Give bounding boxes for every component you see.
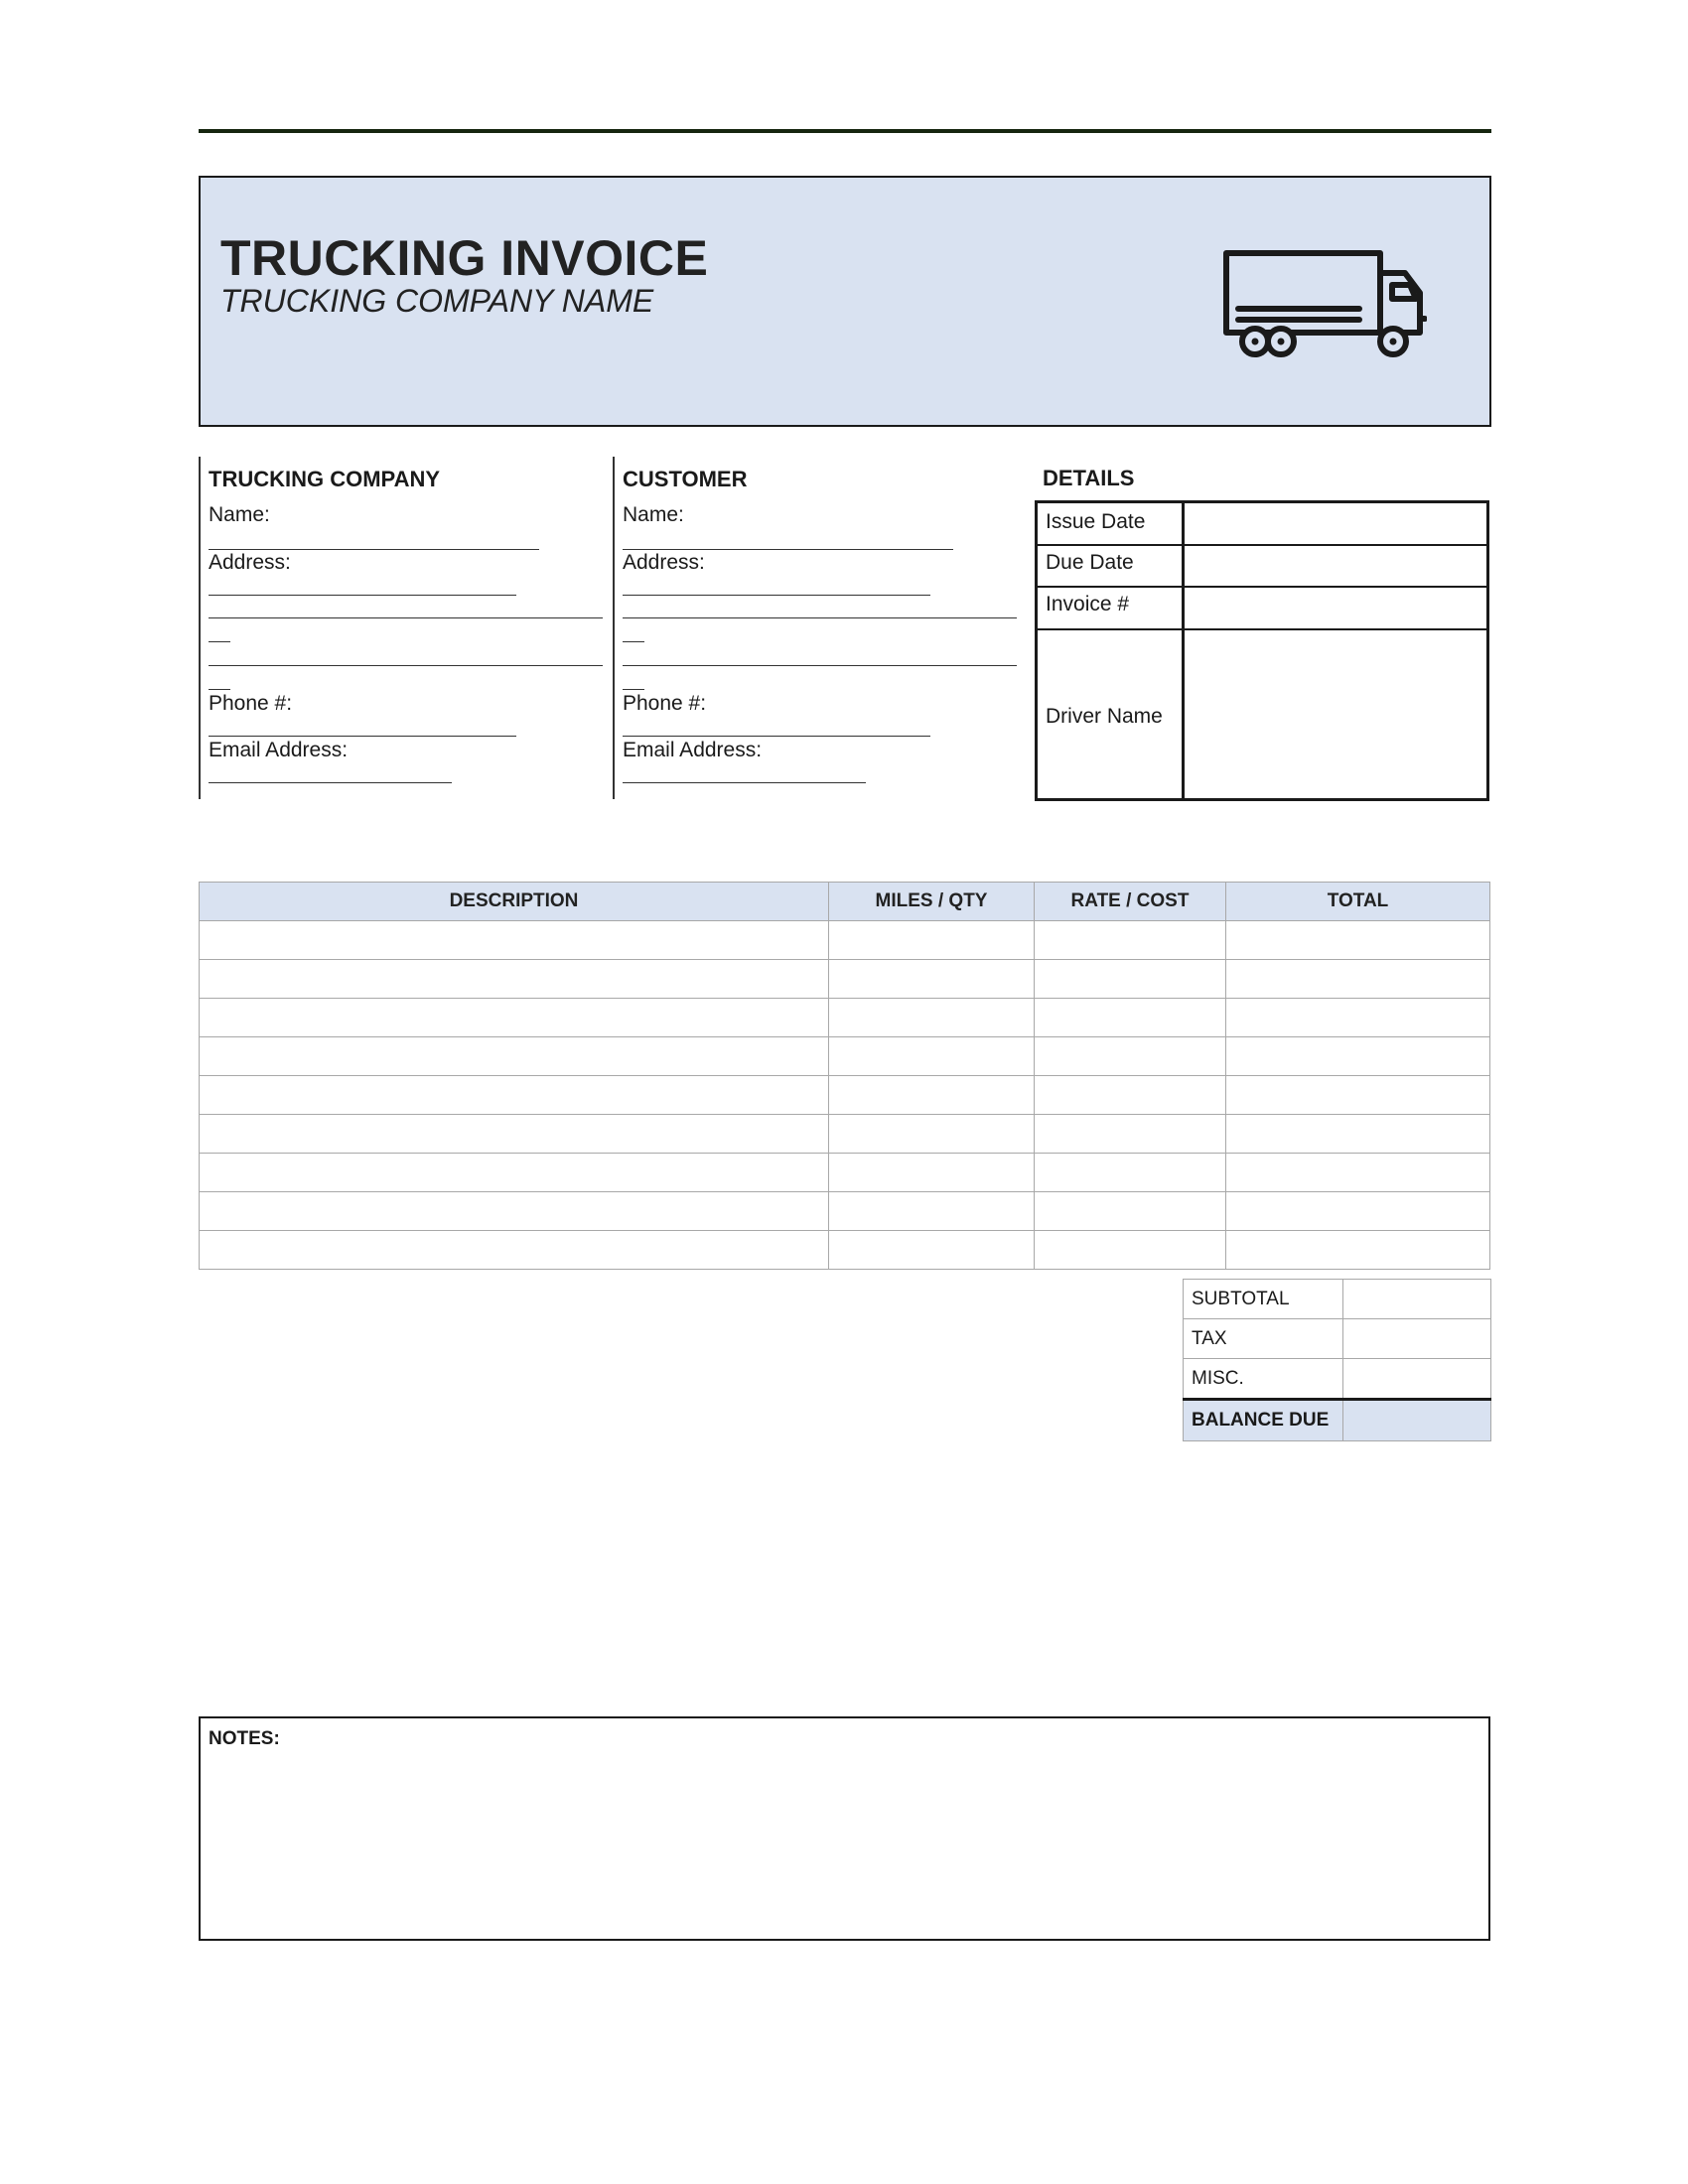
miles-qty-cell[interactable]	[829, 1037, 1035, 1076]
customer-section	[613, 457, 1027, 799]
due-date-field[interactable]	[1187, 548, 1484, 585]
balance-due-value-cell[interactable]	[1343, 1400, 1491, 1441]
total-cell[interactable]	[1226, 921, 1490, 960]
total-cell[interactable]	[1226, 960, 1490, 999]
customer-address-field-2-overflow	[623, 641, 644, 642]
total-cell[interactable]	[1226, 1231, 1490, 1270]
miles-qty-cell[interactable]	[829, 960, 1035, 999]
company-phone-field[interactable]	[209, 736, 516, 737]
miles-qty-cell[interactable]	[829, 1076, 1035, 1115]
balance-due-label: BALANCE DUE	[1184, 1400, 1343, 1441]
company-email-label: Email Address:	[209, 739, 349, 761]
total-cell[interactable]	[1226, 1192, 1490, 1231]
company-name-field[interactable]	[209, 549, 539, 550]
line-item-row	[200, 1192, 1490, 1231]
total-cell[interactable]	[1226, 999, 1490, 1037]
rate-cost-cell[interactable]	[1035, 1154, 1226, 1192]
misc-row	[1184, 1359, 1491, 1400]
issue-date-label: Issue Date	[1046, 510, 1146, 533]
issue-date-field[interactable]	[1187, 505, 1484, 543]
line-items-header-row	[200, 883, 1490, 921]
description-cell[interactable]	[200, 1231, 829, 1270]
subtotal-row	[1184, 1280, 1491, 1319]
trucking-company-section	[199, 457, 613, 799]
miles-qty-column-header: MILES / QTY	[829, 883, 1035, 921]
rate-cost-column-header: RATE / COST	[1035, 883, 1226, 921]
rate-cost-cell[interactable]	[1035, 1115, 1226, 1154]
tax-row	[1184, 1319, 1491, 1359]
subtotal-value-cell[interactable]	[1343, 1280, 1491, 1319]
company-email-field[interactable]	[209, 782, 452, 783]
line-item-row	[200, 921, 1490, 960]
driver-name-label: Driver Name	[1046, 705, 1163, 728]
description-cell[interactable]	[200, 1154, 829, 1192]
line-item-row	[200, 960, 1490, 999]
rate-cost-cell[interactable]	[1035, 1231, 1226, 1270]
customer-section-heading: CUSTOMER	[623, 467, 748, 491]
details-table	[1035, 500, 1489, 801]
miles-qty-cell[interactable]	[829, 1231, 1035, 1270]
customer-phone-label: Phone #:	[623, 692, 707, 715]
invoice-title: TRUCKING INVOICE	[220, 230, 709, 286]
company-address-label: Address:	[209, 551, 291, 574]
miles-qty-cell[interactable]	[829, 999, 1035, 1037]
miles-qty-cell[interactable]	[829, 1192, 1035, 1231]
description-column-header: DESCRIPTION	[200, 883, 829, 921]
description-cell[interactable]	[200, 1037, 829, 1076]
customer-email-label: Email Address:	[623, 739, 763, 761]
rate-cost-cell[interactable]	[1035, 999, 1226, 1037]
description-cell[interactable]	[200, 1192, 829, 1231]
top-rule	[199, 129, 1491, 133]
company-address-field-3-overflow	[209, 689, 230, 690]
driver-name-field[interactable]	[1187, 632, 1484, 796]
description-cell[interactable]	[200, 1076, 829, 1115]
customer-phone-field[interactable]	[623, 736, 930, 737]
customer-name-field[interactable]	[623, 549, 953, 550]
total-cell[interactable]	[1226, 1037, 1490, 1076]
line-item-row	[200, 1231, 1490, 1270]
rate-cost-cell[interactable]	[1035, 1076, 1226, 1115]
balance-due-row	[1184, 1400, 1491, 1441]
description-cell[interactable]	[200, 921, 829, 960]
invoice-number-field[interactable]	[1187, 590, 1484, 627]
details-heading: DETAILS	[1043, 466, 1135, 490]
company-name-label: Name:	[209, 503, 270, 526]
customer-address-field-3[interactable]	[623, 665, 1017, 666]
miles-qty-cell[interactable]	[829, 1115, 1035, 1154]
company-phone-label: Phone #:	[209, 692, 293, 715]
description-cell[interactable]	[200, 960, 829, 999]
miles-qty-cell[interactable]	[829, 1154, 1035, 1192]
subtotal-label: SUBTOTAL	[1184, 1280, 1343, 1319]
total-column-header: TOTAL	[1226, 883, 1490, 921]
line-item-row	[200, 999, 1490, 1037]
misc-label: MISC.	[1184, 1359, 1343, 1400]
company-address-field-2-overflow	[209, 641, 230, 642]
customer-email-field[interactable]	[623, 782, 866, 783]
total-cell[interactable]	[1226, 1115, 1490, 1154]
notes-box[interactable]	[199, 1716, 1490, 1941]
line-item-row	[200, 1115, 1490, 1154]
invoice-header	[199, 176, 1491, 427]
customer-address-field-2[interactable]	[623, 617, 1017, 618]
notes-label: NOTES:	[209, 1728, 280, 1749]
totals-table	[1183, 1279, 1491, 1441]
rate-cost-cell[interactable]	[1035, 1192, 1226, 1231]
truck-icon	[1218, 247, 1427, 361]
line-item-row	[200, 1037, 1490, 1076]
line-items-table	[199, 882, 1490, 1270]
tax-label: TAX	[1184, 1319, 1343, 1359]
rate-cost-cell[interactable]	[1035, 960, 1226, 999]
invoice-number-label: Invoice #	[1046, 593, 1130, 615]
company-address-field-1[interactable]	[209, 595, 516, 596]
tax-value-cell[interactable]	[1343, 1319, 1491, 1359]
line-item-row	[200, 1154, 1490, 1192]
customer-name-label: Name:	[623, 503, 684, 526]
company-section-heading: TRUCKING COMPANY	[209, 467, 441, 491]
miles-qty-cell[interactable]	[829, 921, 1035, 960]
customer-address-field-1[interactable]	[623, 595, 930, 596]
line-item-row	[200, 1076, 1490, 1115]
rate-cost-cell[interactable]	[1035, 1037, 1226, 1076]
customer-address-label: Address:	[623, 551, 705, 574]
total-cell[interactable]	[1226, 1076, 1490, 1115]
description-cell[interactable]	[200, 999, 829, 1037]
description-cell[interactable]	[200, 1115, 829, 1154]
company-address-field-2[interactable]	[209, 617, 603, 618]
customer-address-field-3-overflow	[623, 689, 644, 690]
total-cell[interactable]	[1226, 1154, 1490, 1192]
misc-value-cell[interactable]	[1343, 1359, 1491, 1400]
company-name-heading: TRUCKING COMPANY NAME	[220, 283, 654, 319]
details-column-divider	[1182, 503, 1185, 798]
rate-cost-cell[interactable]	[1035, 921, 1226, 960]
company-address-field-3[interactable]	[209, 665, 603, 666]
due-date-label: Due Date	[1046, 551, 1134, 574]
